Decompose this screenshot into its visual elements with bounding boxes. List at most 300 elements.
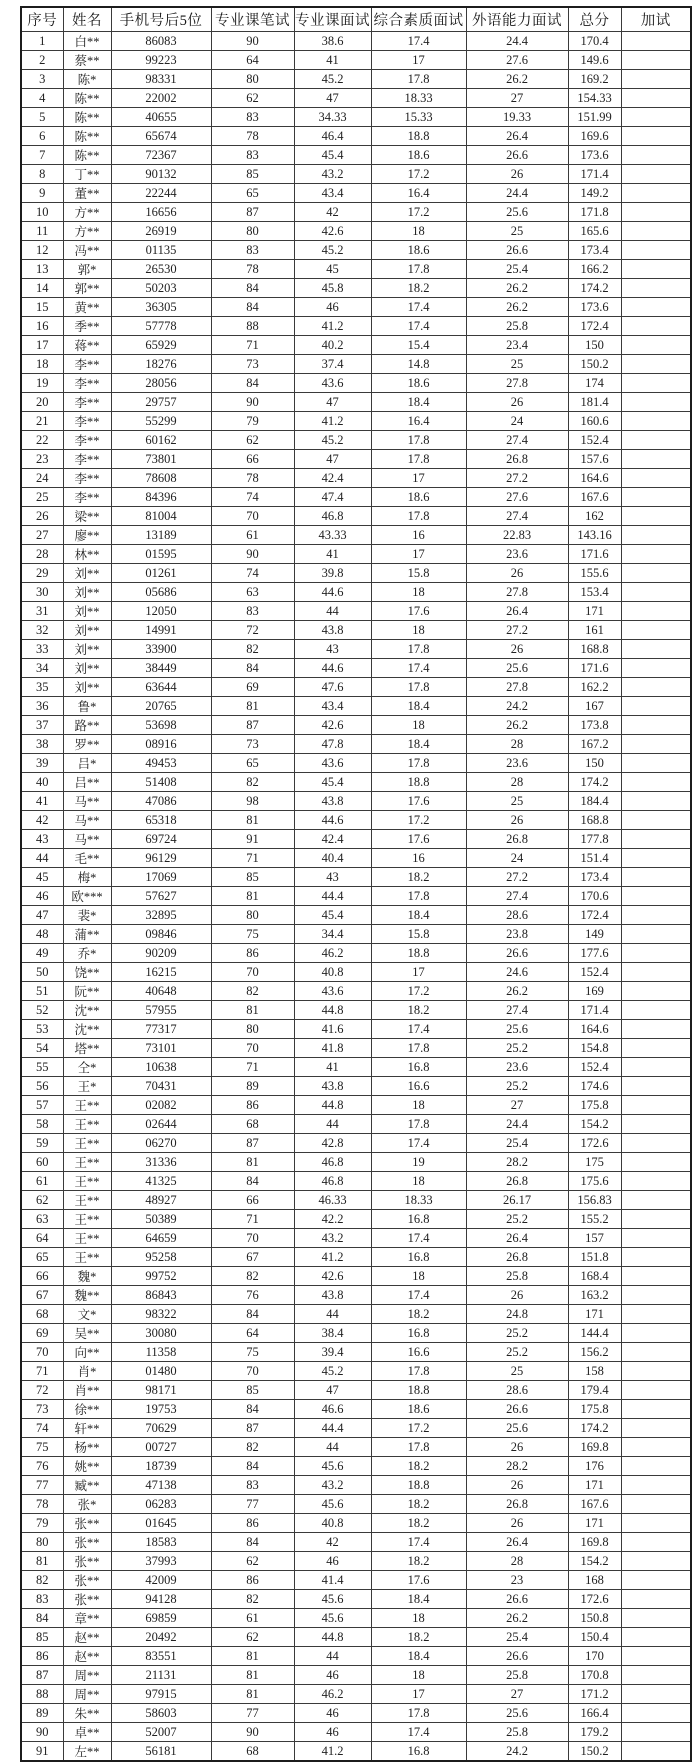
table-row <box>21 1191 691 1210</box>
cell-index: 78 <box>21 1495 63 1514</box>
table-row <box>21 1210 691 1229</box>
cell-phone: 40648 <box>111 982 211 1001</box>
cell-total-score: 174.2 <box>568 1419 621 1438</box>
cell-quality-interview-score: 16.8 <box>371 1742 466 1762</box>
table-row <box>21 659 691 678</box>
cell-name: 刘** <box>63 659 111 678</box>
cell-index: 90 <box>21 1723 63 1742</box>
cell-major-interview-score: 40.8 <box>294 963 371 982</box>
cell-quality-interview-score: 18.8 <box>371 1381 466 1400</box>
cell-language-interview-score: 28.6 <box>466 906 568 925</box>
cell-language-interview-score: 26.8 <box>466 1248 568 1267</box>
cell-major-interview-score: 43.4 <box>294 184 371 203</box>
cell-name: 王** <box>63 1210 111 1229</box>
cell-written-score: 76 <box>211 1286 294 1305</box>
cell-major-interview-score: 46 <box>294 1552 371 1571</box>
cell-name: 李** <box>63 393 111 412</box>
cell-quality-interview-score: 17.6 <box>371 830 466 849</box>
cell-index: 3 <box>21 70 63 89</box>
cell-written-score: 80 <box>211 1020 294 1039</box>
cell-written-score: 75 <box>211 925 294 944</box>
table-row <box>21 1077 691 1096</box>
cell-bonus <box>621 1628 691 1647</box>
cell-language-interview-score: 27.6 <box>466 488 568 507</box>
cell-bonus <box>621 545 691 564</box>
cell-total-score: 150.2 <box>568 355 621 374</box>
cell-name: 饶** <box>63 963 111 982</box>
cell-phone: 05686 <box>111 583 211 602</box>
cell-phone: 01135 <box>111 241 211 260</box>
cell-total-score: 174 <box>568 374 621 393</box>
cell-index: 35 <box>21 678 63 697</box>
cell-phone: 63644 <box>111 678 211 697</box>
cell-index: 26 <box>21 507 63 526</box>
cell-major-interview-score: 46 <box>294 1704 371 1723</box>
cell-written-score: 61 <box>211 1609 294 1628</box>
table-row <box>21 393 691 412</box>
cell-phone: 98171 <box>111 1381 211 1400</box>
cell-name: 杨** <box>63 1438 111 1457</box>
cell-bonus <box>621 279 691 298</box>
cell-language-interview-score: 28 <box>466 1552 568 1571</box>
table-row <box>21 1039 691 1058</box>
cell-name: 方** <box>63 222 111 241</box>
cell-phone: 50203 <box>111 279 211 298</box>
table-row <box>21 526 691 545</box>
cell-total-score: 156.83 <box>568 1191 621 1210</box>
cell-written-score: 86 <box>211 1514 294 1533</box>
cell-name: 李** <box>63 488 111 507</box>
cell-language-interview-score: 24.4 <box>466 1115 568 1134</box>
cell-phone: 49453 <box>111 754 211 773</box>
cell-total-score: 150.2 <box>568 1742 621 1762</box>
cell-written-score: 63 <box>211 583 294 602</box>
cell-phone: 01595 <box>111 545 211 564</box>
cell-phone: 57955 <box>111 1001 211 1020</box>
cell-language-interview-score: 27.4 <box>466 507 568 526</box>
cell-name: 仝* <box>63 1058 111 1077</box>
cell-major-interview-score: 45.2 <box>294 1362 371 1381</box>
table-row <box>21 906 691 925</box>
cell-total-score: 175.6 <box>568 1172 621 1191</box>
cell-index: 23 <box>21 450 63 469</box>
cell-written-score: 84 <box>211 298 294 317</box>
cell-name: 卓** <box>63 1723 111 1742</box>
cell-name: 张** <box>63 1590 111 1609</box>
cell-phone: 57778 <box>111 317 211 336</box>
cell-quality-interview-score: 17.6 <box>371 602 466 621</box>
cell-major-interview-score: 37.4 <box>294 355 371 374</box>
cell-total-score: 165.6 <box>568 222 621 241</box>
table-row <box>21 1096 691 1115</box>
cell-name: 阮** <box>63 982 111 1001</box>
cell-quality-interview-score: 17.2 <box>371 203 466 222</box>
cell-name: 陈* <box>63 70 111 89</box>
cell-total-score: 152.4 <box>568 431 621 450</box>
cell-name: 吕** <box>63 773 111 792</box>
table-row <box>21 868 691 887</box>
cell-language-interview-score: 26.6 <box>466 241 568 260</box>
cell-bonus <box>621 1666 691 1685</box>
cell-major-interview-score: 41 <box>294 545 371 564</box>
cell-major-interview-score: 41.6 <box>294 1020 371 1039</box>
cell-bonus <box>621 374 691 393</box>
cell-total-score: 143.16 <box>568 526 621 545</box>
cell-bonus <box>621 1229 691 1248</box>
table-row <box>21 488 691 507</box>
cell-major-interview-score: 47.4 <box>294 488 371 507</box>
cell-index: 76 <box>21 1457 63 1476</box>
table-row <box>21 1590 691 1609</box>
cell-language-interview-score: 27.2 <box>466 621 568 640</box>
cell-major-interview-score: 47 <box>294 1381 371 1400</box>
cell-quality-interview-score: 18 <box>371 621 466 640</box>
cell-written-score: 90 <box>211 1723 294 1742</box>
cell-written-score: 84 <box>211 659 294 678</box>
cell-language-interview-score: 27.6 <box>466 51 568 70</box>
cell-index: 47 <box>21 906 63 925</box>
cell-name: 李** <box>63 412 111 431</box>
cell-bonus <box>621 1590 691 1609</box>
cell-bonus <box>621 165 691 184</box>
cell-total-score: 155.2 <box>568 1210 621 1229</box>
cell-bonus <box>621 849 691 868</box>
cell-index: 5 <box>21 108 63 127</box>
cell-written-score: 82 <box>211 1267 294 1286</box>
cell-total-score: 173.4 <box>568 868 621 887</box>
cell-major-interview-score: 45.4 <box>294 906 371 925</box>
table-row <box>21 602 691 621</box>
cell-written-score: 83 <box>211 146 294 165</box>
cell-name: 王** <box>63 1191 111 1210</box>
cell-bonus <box>621 887 691 906</box>
cell-major-interview-score: 44.8 <box>294 1628 371 1647</box>
cell-total-score: 171.2 <box>568 1685 621 1704</box>
cell-phone: 69724 <box>111 830 211 849</box>
table-row <box>21 1533 691 1552</box>
table-row <box>21 1476 691 1495</box>
cell-index: 13 <box>21 260 63 279</box>
cell-bonus <box>621 1096 691 1115</box>
cell-major-interview-score: 41.4 <box>294 1571 371 1590</box>
cell-language-interview-score: 24 <box>466 412 568 431</box>
cell-phone: 18739 <box>111 1457 211 1476</box>
table-row <box>21 1438 691 1457</box>
cell-major-interview-score: 43.2 <box>294 1476 371 1495</box>
cell-name: 裴* <box>63 906 111 925</box>
cell-phone: 33900 <box>111 640 211 659</box>
cell-language-interview-score: 25.8 <box>466 1666 568 1685</box>
cell-total-score: 167 <box>568 697 621 716</box>
cell-index: 1 <box>21 32 63 51</box>
cell-major-interview-score: 42.4 <box>294 830 371 849</box>
cell-language-interview-score: 25 <box>466 792 568 811</box>
cell-quality-interview-score: 17.6 <box>371 1571 466 1590</box>
cell-name: 刘** <box>63 564 111 583</box>
cell-bonus <box>621 1115 691 1134</box>
cell-bonus <box>621 89 691 108</box>
cell-bonus <box>621 1552 691 1571</box>
cell-written-score: 71 <box>211 1210 294 1229</box>
cell-total-score: 162 <box>568 507 621 526</box>
cell-language-interview-score: 27.4 <box>466 1001 568 1020</box>
cell-name: 吴** <box>63 1324 111 1343</box>
table-row <box>21 754 691 773</box>
cell-major-interview-score: 43.8 <box>294 792 371 811</box>
cell-quality-interview-score: 18.6 <box>371 241 466 260</box>
cell-language-interview-score: 25.6 <box>466 1704 568 1723</box>
cell-written-score: 81 <box>211 1001 294 1020</box>
cell-language-interview-score: 28 <box>466 735 568 754</box>
cell-major-interview-score: 45.4 <box>294 773 371 792</box>
cell-language-interview-score: 25.4 <box>466 260 568 279</box>
table-row <box>21 260 691 279</box>
cell-total-score: 150.4 <box>568 1628 621 1647</box>
cell-total-score: 166.4 <box>568 1704 621 1723</box>
cell-written-score: 80 <box>211 222 294 241</box>
cell-language-interview-score: 23.6 <box>466 754 568 773</box>
cell-bonus <box>621 963 691 982</box>
cell-written-score: 77 <box>211 1495 294 1514</box>
cell-phone: 36305 <box>111 298 211 317</box>
cell-bonus <box>621 811 691 830</box>
table-row <box>21 982 691 1001</box>
cell-phone: 01261 <box>111 564 211 583</box>
table-row <box>21 678 691 697</box>
cell-phone: 26530 <box>111 260 211 279</box>
cell-phone: 28056 <box>111 374 211 393</box>
cell-major-interview-score: 41.2 <box>294 1248 371 1267</box>
cell-index: 62 <box>21 1191 63 1210</box>
cell-bonus <box>621 1077 691 1096</box>
cell-index: 83 <box>21 1590 63 1609</box>
cell-major-interview-score: 47.8 <box>294 735 371 754</box>
cell-index: 52 <box>21 1001 63 1020</box>
cell-index: 53 <box>21 1020 63 1039</box>
cell-major-interview-score: 46 <box>294 1723 371 1742</box>
cell-written-score: 86 <box>211 944 294 963</box>
cell-index: 54 <box>21 1039 63 1058</box>
table-row <box>21 127 691 146</box>
cell-major-interview-score: 40.4 <box>294 849 371 868</box>
cell-index: 50 <box>21 963 63 982</box>
cell-bonus <box>621 792 691 811</box>
cell-language-interview-score: 26.4 <box>466 602 568 621</box>
cell-total-score: 155.6 <box>568 564 621 583</box>
table-row <box>21 1704 691 1723</box>
cell-total-score: 173.6 <box>568 146 621 165</box>
col-header-language-interview: 外语能力面试 <box>466 7 568 32</box>
cell-bonus <box>621 260 691 279</box>
cell-index: 56 <box>21 1077 63 1096</box>
cell-name: 季** <box>63 317 111 336</box>
cell-total-score: 179.4 <box>568 1381 621 1400</box>
cell-major-interview-score: 46.2 <box>294 1685 371 1704</box>
cell-index: 79 <box>21 1514 63 1533</box>
cell-phone: 00727 <box>111 1438 211 1457</box>
cell-quality-interview-score: 15.4 <box>371 336 466 355</box>
cell-major-interview-score: 44.4 <box>294 887 371 906</box>
cell-phone: 13189 <box>111 526 211 545</box>
cell-total-score: 169.6 <box>568 127 621 146</box>
cell-language-interview-score: 25 <box>466 1362 568 1381</box>
cell-written-score: 84 <box>211 1305 294 1324</box>
cell-major-interview-score: 34.4 <box>294 925 371 944</box>
cell-total-score: 151.8 <box>568 1248 621 1267</box>
cell-index: 6 <box>21 127 63 146</box>
cell-index: 68 <box>21 1305 63 1324</box>
col-header-bonus-exam: 加试 <box>621 7 691 32</box>
table-row <box>21 51 691 70</box>
cell-total-score: 153.4 <box>568 583 621 602</box>
cell-written-score: 62 <box>211 89 294 108</box>
cell-phone: 70431 <box>111 1077 211 1096</box>
table-row <box>21 1248 691 1267</box>
cell-index: 41 <box>21 792 63 811</box>
table-row <box>21 1305 691 1324</box>
cell-phone: 37993 <box>111 1552 211 1571</box>
cell-total-score: 174.2 <box>568 279 621 298</box>
table-row <box>21 1400 691 1419</box>
cell-phone: 18583 <box>111 1533 211 1552</box>
table-row <box>21 1609 691 1628</box>
cell-major-interview-score: 44.6 <box>294 583 371 602</box>
cell-phone: 01645 <box>111 1514 211 1533</box>
cell-name: 王* <box>63 1077 111 1096</box>
cell-quality-interview-score: 16.8 <box>371 1248 466 1267</box>
cell-language-interview-score: 27.2 <box>466 868 568 887</box>
cell-bonus <box>621 184 691 203</box>
cell-bonus <box>621 1134 691 1153</box>
cell-quality-interview-score: 18.2 <box>371 1495 466 1514</box>
cell-written-score: 68 <box>211 1742 294 1762</box>
cell-language-interview-score: 28 <box>466 773 568 792</box>
cell-bonus <box>621 412 691 431</box>
cell-index: 11 <box>21 222 63 241</box>
table-row <box>21 241 691 260</box>
cell-name: 轩** <box>63 1419 111 1438</box>
cell-name: 章** <box>63 1609 111 1628</box>
cell-language-interview-score: 26.8 <box>466 1172 568 1191</box>
cell-bonus <box>621 393 691 412</box>
table-row <box>21 89 691 108</box>
cell-major-interview-score: 41.2 <box>294 412 371 431</box>
cell-language-interview-score: 24.6 <box>466 963 568 982</box>
cell-name: 陈** <box>63 146 111 165</box>
cell-language-interview-score: 24.2 <box>466 697 568 716</box>
table-row <box>21 108 691 127</box>
cell-index: 45 <box>21 868 63 887</box>
table-row <box>21 431 691 450</box>
cell-quality-interview-score: 18.2 <box>371 1514 466 1533</box>
cell-language-interview-score: 25.8 <box>466 1267 568 1286</box>
cell-index: 20 <box>21 393 63 412</box>
table-row <box>21 640 691 659</box>
cell-quality-interview-score: 18 <box>371 1096 466 1115</box>
cell-index: 14 <box>21 279 63 298</box>
cell-written-score: 65 <box>211 184 294 203</box>
table-row <box>21 963 691 982</box>
table-row <box>21 944 691 963</box>
cell-written-score: 84 <box>211 1457 294 1476</box>
cell-major-interview-score: 41 <box>294 1058 371 1077</box>
cell-written-score: 90 <box>211 545 294 564</box>
cell-name: 王** <box>63 1153 111 1172</box>
table-row <box>21 773 691 792</box>
table-row <box>21 1172 691 1191</box>
cell-index: 73 <box>21 1400 63 1419</box>
table-row <box>21 1685 691 1704</box>
cell-major-interview-score: 46 <box>294 1666 371 1685</box>
cell-name: 欧*** <box>63 887 111 906</box>
cell-language-interview-score: 26.8 <box>466 1495 568 1514</box>
cell-phone: 70629 <box>111 1419 211 1438</box>
table-row <box>21 32 691 51</box>
table-row <box>21 70 691 89</box>
cell-quality-interview-score: 17.6 <box>371 792 466 811</box>
cell-phone: 81004 <box>111 507 211 526</box>
cell-quality-interview-score: 18 <box>371 583 466 602</box>
col-header-written-exam: 专业课笔试 <box>211 7 294 32</box>
cell-index: 86 <box>21 1647 63 1666</box>
cell-written-score: 87 <box>211 716 294 735</box>
cell-major-interview-score: 43 <box>294 640 371 659</box>
cell-phone: 22244 <box>111 184 211 203</box>
table-row <box>21 1286 691 1305</box>
cell-index: 30 <box>21 583 63 602</box>
cell-phone: 58603 <box>111 1704 211 1723</box>
cell-written-score: 70 <box>211 507 294 526</box>
cell-index: 19 <box>21 374 63 393</box>
cell-major-interview-score: 44 <box>294 1438 371 1457</box>
table-row <box>21 450 691 469</box>
cell-language-interview-score: 25.2 <box>466 1324 568 1343</box>
cell-written-score: 98 <box>211 792 294 811</box>
cell-bonus <box>621 1647 691 1666</box>
cell-phone: 31336 <box>111 1153 211 1172</box>
cell-total-score: 168.4 <box>568 1267 621 1286</box>
cell-major-interview-score: 34.33 <box>294 108 371 127</box>
cell-index: 69 <box>21 1324 63 1343</box>
cell-language-interview-score: 26.2 <box>466 279 568 298</box>
cell-quality-interview-score: 18.2 <box>371 868 466 887</box>
cell-language-interview-score: 25.4 <box>466 1628 568 1647</box>
cell-quality-interview-score: 18.8 <box>371 944 466 963</box>
cell-index: 77 <box>21 1476 63 1495</box>
cell-quality-interview-score: 18.4 <box>371 735 466 754</box>
cell-language-interview-score: 23.6 <box>466 1058 568 1077</box>
cell-bonus <box>621 488 691 507</box>
cell-written-score: 77 <box>211 1704 294 1723</box>
cell-written-score: 87 <box>211 203 294 222</box>
table-row <box>21 1666 691 1685</box>
cell-quality-interview-score: 17 <box>371 469 466 488</box>
table-row <box>21 298 691 317</box>
cell-language-interview-score: 27.8 <box>466 583 568 602</box>
cell-major-interview-score: 43.4 <box>294 697 371 716</box>
cell-phone: 69859 <box>111 1609 211 1628</box>
cell-name: 赵** <box>63 1647 111 1666</box>
cell-total-score: 152.4 <box>568 1058 621 1077</box>
cell-quality-interview-score: 18.33 <box>371 89 466 108</box>
cell-total-score: 152.4 <box>568 963 621 982</box>
cell-quality-interview-score: 18.6 <box>371 146 466 165</box>
cell-major-interview-score: 45 <box>294 260 371 279</box>
table-row <box>21 1457 691 1476</box>
cell-index: 64 <box>21 1229 63 1248</box>
cell-total-score: 149.6 <box>568 51 621 70</box>
cell-name: 魏** <box>63 1286 111 1305</box>
